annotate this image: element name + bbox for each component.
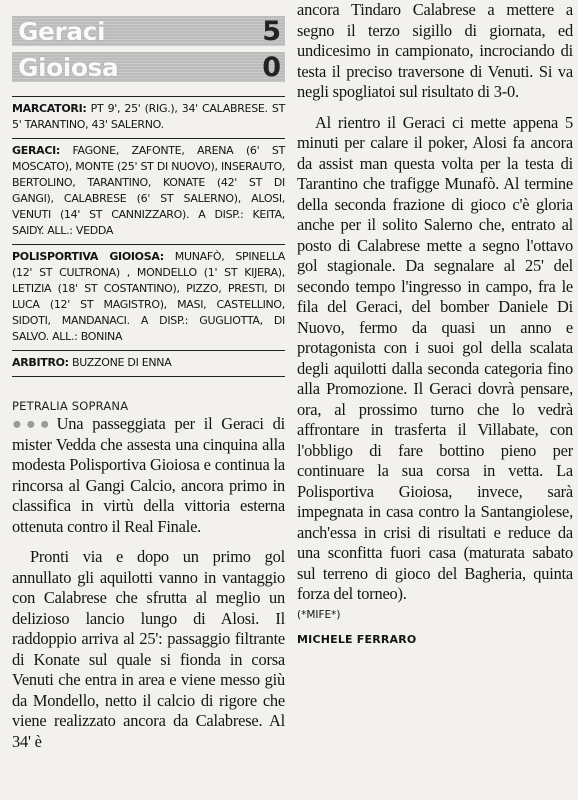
article-right-body — [297, 0, 573, 605]
scoreboard-row-away — [12, 52, 285, 82]
signature: (*MIFE*) — [297, 608, 341, 621]
gioiosa-lineup-text: MUNAFÒ, SPINELLA (12' ST CULTRONA) , MONDELLO (1' ST KIJERA), LETIZIA (18' ST COSTANTINO), PIZZO, PRESTI, DI LUCA (12' ST MAGISTRO), MASI, CASTELLINO, SIDOTI, MANDANACI. A DISP.: GUGLIOTTA, DI SALVO. ALL.: BONINA — [12, 250, 285, 343]
gioiosa-lineup-label: POLISPORTIVA GIOIOSA: — [12, 250, 164, 263]
away-team-name: Gioiosa — [18, 53, 119, 82]
scorers-block — [12, 101, 285, 133]
home-team-goals: 5 — [262, 16, 281, 47]
bullet-marks: ●●● — [12, 414, 54, 433]
author-name: MICHELE FERRARO — [297, 632, 417, 646]
divider — [12, 376, 285, 377]
lead-paragraph-text: Una passeggiata per il Geraci di mister Vedda che assesta una cinquina alla modesta Polisportiva Gioiosa e continua la rincorsa al Gangi Calcio, ancora primo in classifica in virtù della vittoria esterna ottenuta contro il Real Finale. — [12, 414, 286, 536]
right-column — [297, 0, 573, 646]
dateline: PETRALIA SOPRANA — [12, 399, 129, 413]
scorers-text: PT 9', 25' (RIG.), 34' CALABRESE. ST 5' TARANTINO, 43' SALERNO. — [12, 102, 286, 131]
article-paragraph — [12, 414, 285, 537]
article-paragraph: Pronti via e dopo un primo gol annullato gli aquilotti vanno in vantaggio con Calabrese che sfrutta al meglio un delizioso lancio lungo di Alosi. Il raddoppio arriva al 25': passaggio filtrante di Konate sul quale si fionda in corsa Venuti che entra in area e viene messo giù da Mondello, netto il calcio di rigore che viene realizzato ancora da Calabrese. Al 34' è — [12, 547, 285, 751]
geraci-lineup-text: FAGONE, ZAFONTE, ARENA (6' ST MOSCATO), MONTE (25' ST DI NUOVO), INSERAUTO, BERTOLINO, TARANTINO, KONATE (42' ST DI GANGI), CALABRESE (6' ST SALERNO), ALOSI, VENUTI (14' ST CANNIZZARO). A DISP.: KEITA, SAIDY. ALL.: VEDDA — [12, 144, 285, 237]
away-team-goals: 0 — [262, 52, 281, 83]
home-team-name: Geraci — [18, 17, 106, 46]
article-paragraph: Al rientro il Geraci ci mette appena 5 minuti per calare il poker, Alosi fa ancora da assist man questa volta per la testa di Tarantino che trafigge Munafò. Al termine della seconda frazione di gioco c'è gloria anche per il solito Salerno che, entrato al posto di Calabrese mette a segno l'ottavo gol stagionale. Da segnalare al 25' del secondo tempo l'ingresso in campo, fra le fila del Geraci, del bomber Daniele Di Nuovo, fermo da quasi un anno e protagonista con i suoi gol della scalata degli aquilotti dalla seconda categoria fino alla Promozione. Il Geraci dovrà pensare, ora, al prossimo turno che lo vedrà affrontare in trasferta il Villabate, con l'obbligo di fare bottino pieno per continuare la sua corsa in vetta. La Polisportiva Gioiosa, invece, sarà impegnata in casa contro la Santangiolese, anch'essa in crisi di risultati e reduce da una sconfitta fuori casa (maturata sabato sul terreno di gioco del Bagheria, quinta forza del torneo). — [297, 112, 573, 603]
scoreboard-row-home — [12, 16, 285, 46]
article-paragraph: ancora Tindaro Calabrese a mettere a segno il terzo sigillo di giornata, ed undicesimo in campionato, incrociando di testa il preciso traversone di Venuti. Si va negli spogliatoi sul risultato di 3-0. — [297, 0, 573, 101]
divider — [12, 244, 285, 245]
left-column — [12, 16, 285, 752]
gioiosa-lineup-block — [12, 249, 285, 345]
geraci-lineup-block — [12, 143, 285, 239]
divider — [12, 96, 285, 97]
article-left-body — [12, 414, 285, 752]
referee-block — [12, 355, 285, 371]
referee-text: BUZZONE DI ENNA — [72, 356, 172, 369]
divider — [12, 138, 285, 139]
geraci-lineup-label: GERACI: — [12, 144, 60, 157]
divider — [12, 350, 285, 351]
scorers-label: MARCATORI: — [12, 102, 87, 115]
referee-label: ARBITRO: — [12, 356, 69, 369]
